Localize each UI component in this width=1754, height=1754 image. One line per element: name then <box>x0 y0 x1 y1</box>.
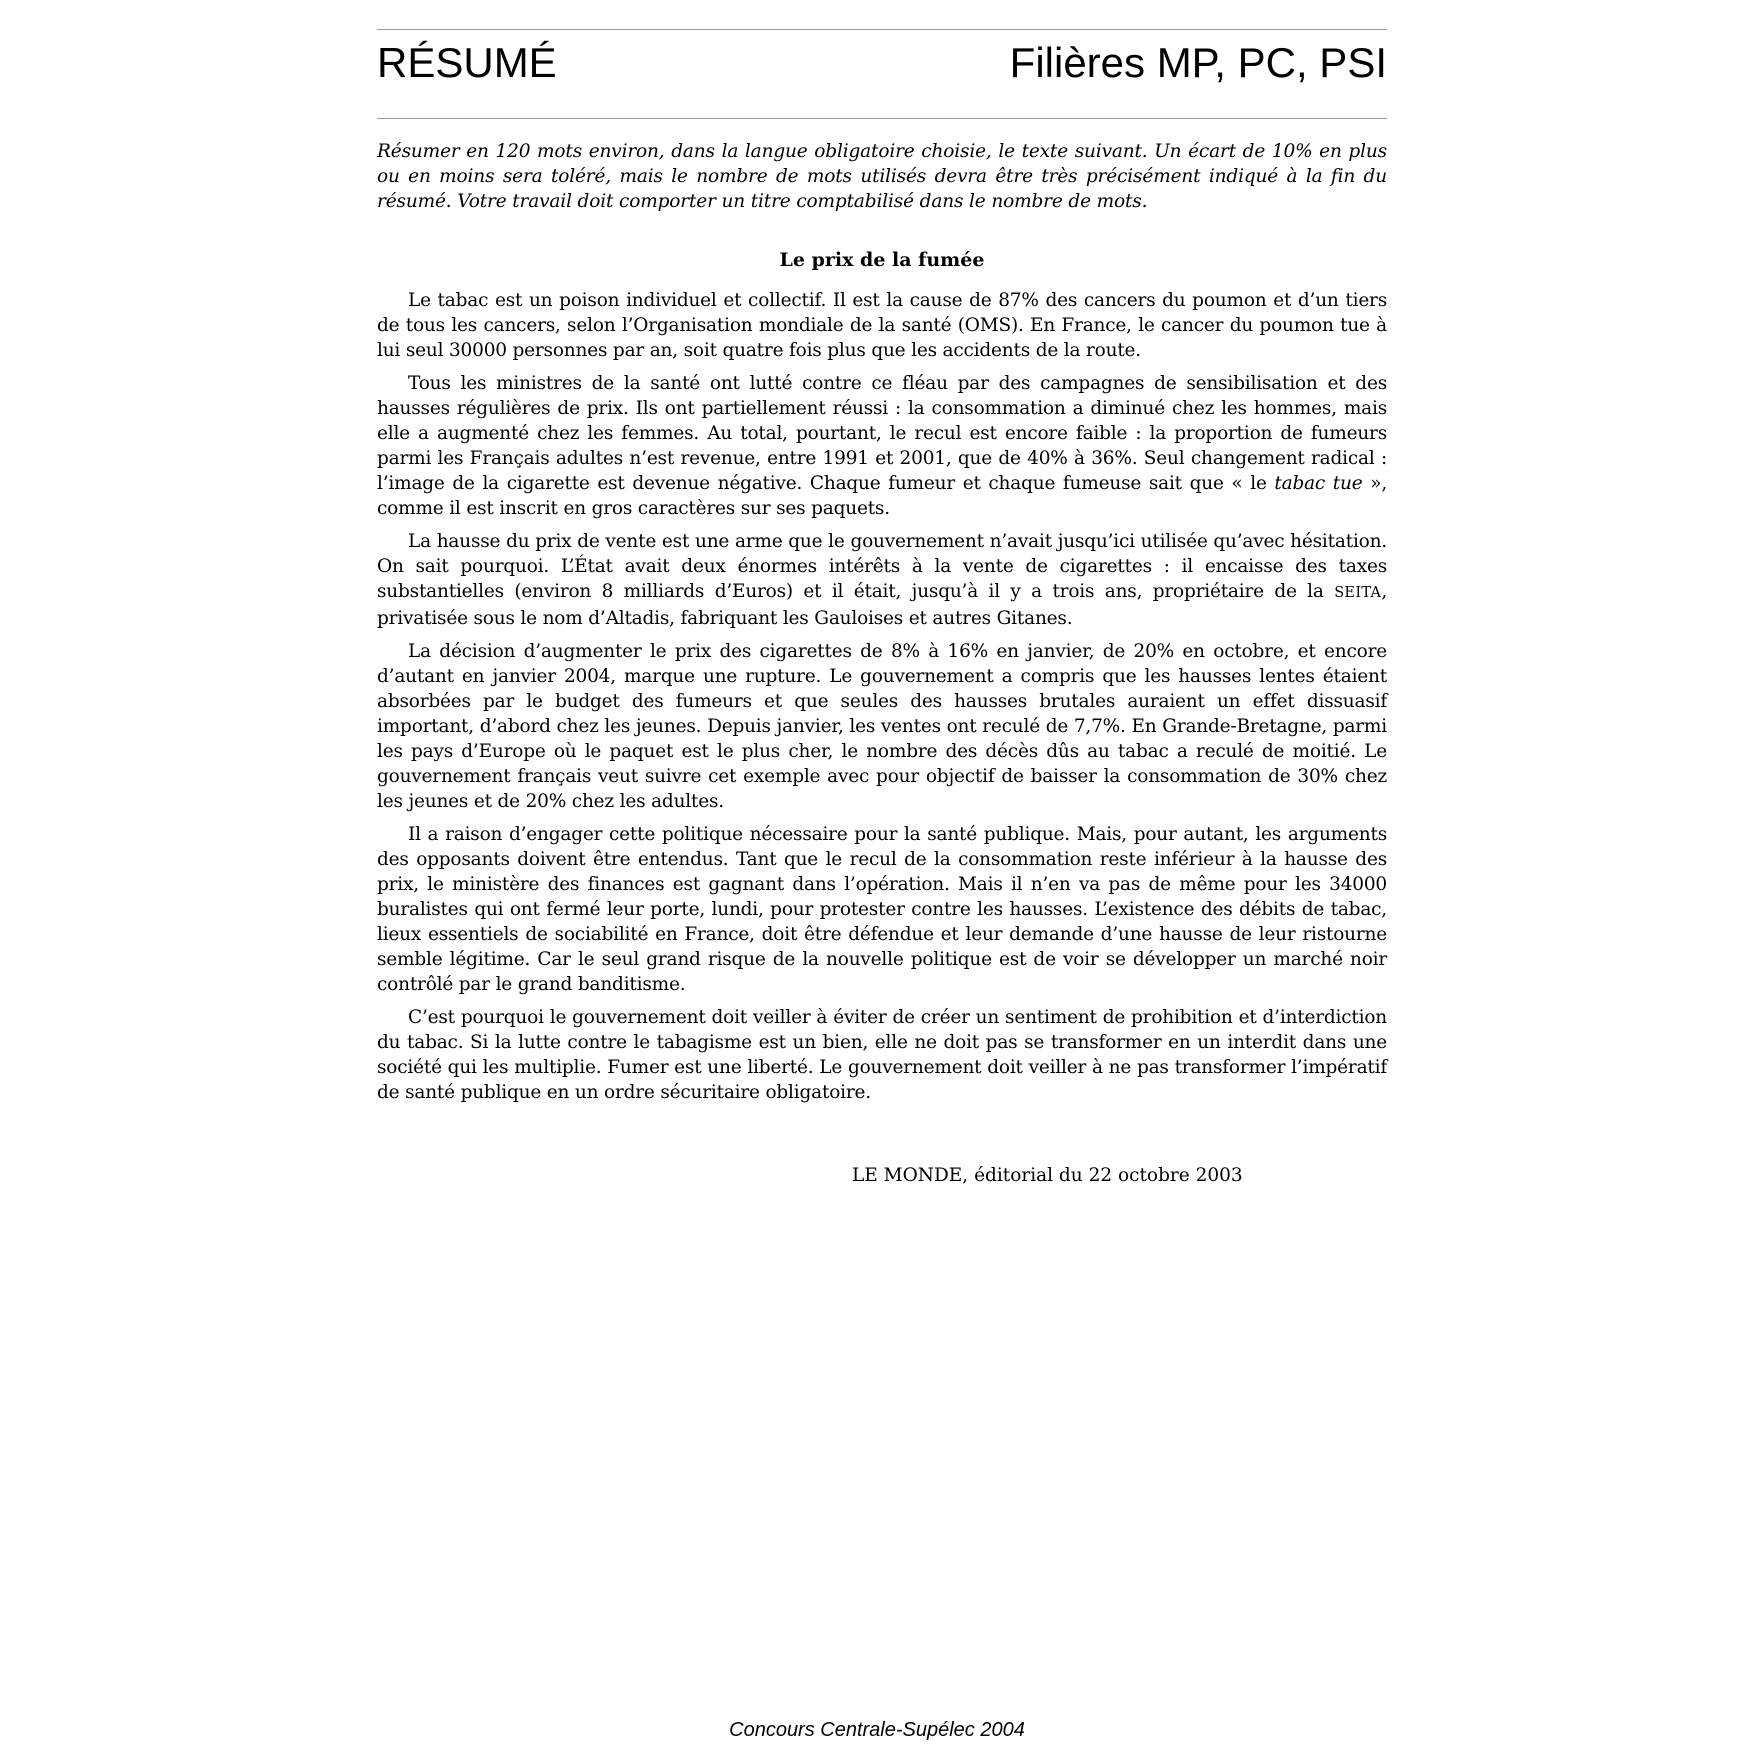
paragraph-3-smallcaps: SEITA <box>1334 585 1382 601</box>
document-page <box>377 0 1387 1188</box>
section-title: RÉSUMÉ <box>377 39 557 86</box>
paragraph-5: Il a raison d’engager cette politique nécessaire pour la santé publique. Mais, pour autant, les arguments des opposants doivent être entendus. Tant que le recul de la consommation reste inférieur à la hausse des prix, le ministère des finances est gagnant dans l’opération. Mais il n’en va pas de même pour les 34000 buralistes qui ont fermé leur porte, lundi, pour protester contre les hausses. L’existence des débits de tabac, lieux essentiels de sociabilité en France, doit être défendue et leur demande d’une hausse de leur ristourne semble légitime. Car le seul grand risque de la nouvelle politique est de voir se développer un marché noir contrôlé par le grand banditisme. <box>377 824 1387 995</box>
article-body <box>377 288 1387 1105</box>
paragraph-4: La décision d’augmenter le prix des cigarettes de 8% à 16% en janvier, de 20% en octobre, et encore d’autant en janvier 2004, marque une rupture. Le gouvernement a compris que les hausses lentes étaient absorbées par le budget des fumeurs et que seules des hausses brutales auraient un effet dissuasif important, d’abord chez les jeunes. Depuis janvier, les ventes ont reculé de 7,7%. En Grande-Bretagne, parmi les pays d’Europe où le paquet est le plus cher, le nombre des décès dûs au tabac a reculé de moitié. Le gouvernement français veut suivre cet exemple avec pour objectif de baisser la consommation de 30% chez les jeunes et de 20% chez les adultes. <box>377 641 1387 812</box>
paragraph-3-start: La hausse du prix de vente est une arme que le gouvernement n’avait jusqu’ici utilisée qu’avec hésitation. On sait pourquoi. L’État avait deux énormes intérêts à la vente de cigarettes : il encaisse des taxes substantielles (environ 8 milliards d’Euros) et il était, jusqu’à il y a trois ans, propriétaire de la <box>377 531 1387 602</box>
article-title: Le prix de la fumée <box>779 249 985 271</box>
paragraph-1: Le tabac est un poison individuel et collectif. Il est la cause de 87% des cancers du poumon et d’un tiers de tous les cancers, selon l’Organisation mondiale de la santé (OMS). En France, le cancer du poumon tue à lui seul 30000 personnes par an, soit quatre fois plus que les accidents de la route. <box>377 290 1387 361</box>
paragraph-3 <box>377 529 1387 631</box>
paragraph-6: C’est pourquoi le gouvernement doit veiller à éviter de créer un sentiment de prohibition et d’interdiction du tabac. Si la lutte contre le tabagisme est un bien, elle ne doit pas se transformer en un interdit dans une société qui les multiplie. Fumer est une liberté. Le gouvernement doit veiller à ne pas transformer l’impératif de santé publique en un ordre sécuritaire obligatoire. <box>377 1007 1387 1103</box>
paragraph-2-end: », comme il est inscrit en gros caractères sur ses paquets. <box>377 473 1388 519</box>
page-footer: Concours Centrale-Supélec 2004 <box>729 1719 1025 1741</box>
header-bottom-rule <box>377 118 1387 119</box>
page-header <box>377 30 1387 118</box>
source-citation: LE MONDE, éditorial du 22 octobre 2003 <box>852 1165 1243 1186</box>
paragraph-2-italic: tabac tue <box>1274 473 1363 494</box>
paragraph-2 <box>377 371 1387 521</box>
paragraph-3-end: , privatisée sous le nom d’Altadis, fabriquant les Gauloises et autres Gitanes. <box>377 581 1387 629</box>
paragraph-2-start: Tous les ministres de la santé ont lutté contre ce fléau par des campagnes de sensibilisation et des hausses régulières de prix. Ils ont partiellement réussi : la consommation a diminué chez les hommes, mais elle a augmenté chez les femmes. Au total, pourtant, le recul est encore faible : la proportion de fumeurs parmi les Français adultes n’est revenue, entre 1991 et 2001, que de 40% à 36%. Seul changement radical : l’image de la cigarette est devenue négative. Chaque fumeur et chaque fumeuse sait que « le <box>377 373 1387 494</box>
instructions-text: Résumer en 120 mots environ, dans la langue obligatoire choisie, le texte suivant. Un écart de 10% en plus ou en moins sera toléré, mais le nombre de mots utilisés devra être très précisément indiqué à la fin du résumé. Votre travail doit comporter un titre comptabilisé dans le nombre de mots. <box>377 141 1387 212</box>
track-label: Filières MP, PC, PSI <box>1009 39 1387 86</box>
